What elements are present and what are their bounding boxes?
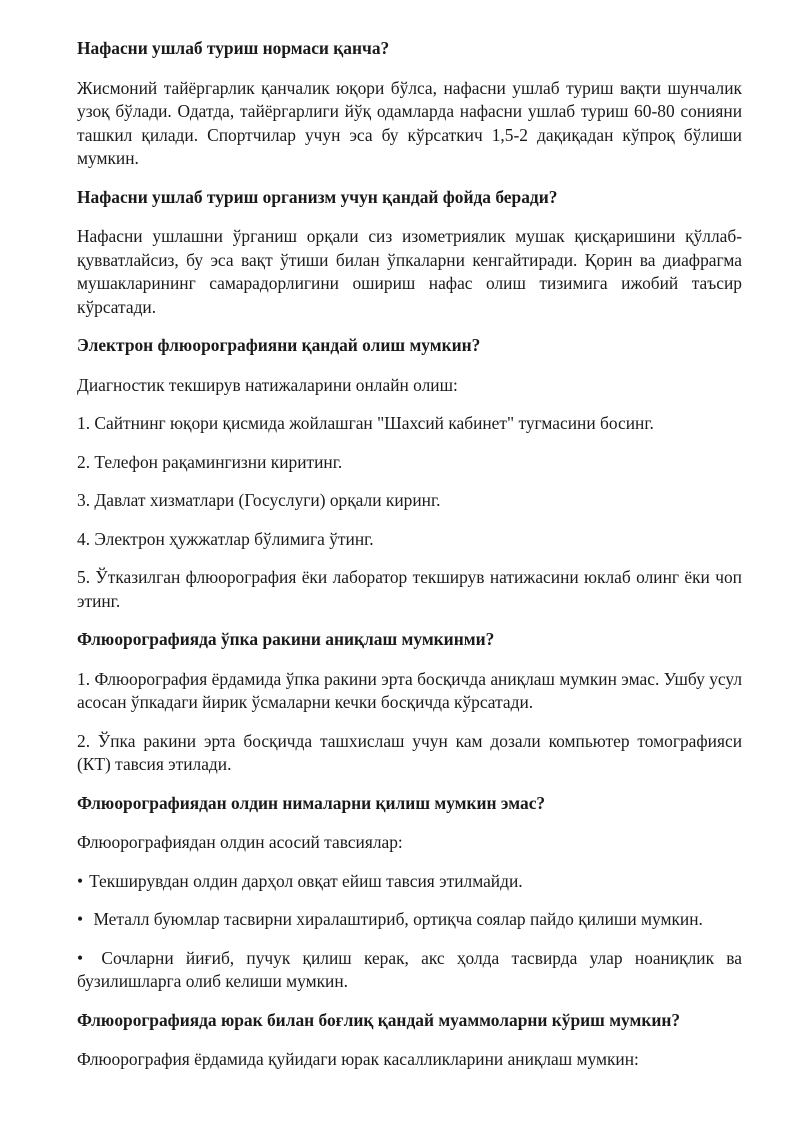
section-lung-cancer-detection — [77, 628, 742, 777]
section-before-fluorography — [77, 792, 742, 994]
list-item: 2. Ўпка ракини эрта босқичда ташхислаш учун кам дозали компьютер томографияси (КТ) тавсия этилади. — [77, 730, 742, 774]
list-item: 2. Телефон рақамингизни киритинг. — [77, 451, 343, 472]
section-electronic-fluorography — [77, 334, 742, 613]
bullet-item — [77, 908, 742, 932]
list-item: 1. Сайтнинг юқори қисмида жойлашган "Шахсий кабинет" тугмасини босинг. — [77, 413, 654, 433]
section-breath-hold-benefits — [77, 186, 742, 320]
bullet-text: Сочларни йиғиб, пучук қилиш керак, акс ҳолда тасвирда улар ноаниқлик ва бузилишларга олиб келиши мумкин. — [77, 947, 743, 991]
bullet-item — [77, 947, 742, 994]
bullet-text: Текширувдан олдин дарҳол овқат ейиш тавсия этилмайди. — [89, 870, 523, 891]
bullet-icon: • — [77, 909, 84, 929]
bullet-item — [77, 870, 742, 894]
paragraph: Флюорография ёрдамида қуйидаги юрак касалликларини аниқлаш мумкин: — [77, 1049, 639, 1069]
list-item: 3. Давлат хизматлари (Госуслуги) орқали киринг. — [77, 490, 441, 510]
section-heading: Флюорографияда юрак билан боғлиқ қандай муаммоларни кўриш мумкин? — [77, 1009, 681, 1030]
paragraph: Жисмоний тайёргарлик қанчалик юқори бўлса, нафасни ушлаб туриш вақти шунчалик узоқ бўлади. Одатда, тайёргарлиги йўқ одамларда нафасни ушлаб туриш 60-80 сонияни ташкил қилади. Спортчилар учун эса бу кўрсаткич 1,5-2 дақиқадан кўпроқ бўлиши мумкин. — [77, 77, 742, 168]
section-heading: Флюорографиядан олдин нималарни қилиш мумкин эмас? — [77, 792, 546, 813]
bullet-text: Металл буюмлар тасвирни хиралаштириб, ортиқча соялар пайдо қилиши мумкин. — [93, 909, 703, 929]
bullet-icon: • — [77, 947, 84, 968]
section-heading: Электрон флюорографияни қандай олиш мумкин? — [77, 335, 481, 355]
paragraph: Флюорографиядан олдин асосий тавсиялар: — [77, 832, 403, 852]
section-heading: Нафасни ушлаб туриш нормаси қанча? — [77, 38, 390, 58]
list-item: 4. Электрон ҳужжатлар бўлимига ўтинг. — [77, 528, 374, 549]
section-heading: Нафасни ушлаб туриш организм учун қандай фойда беради? — [77, 186, 558, 207]
section-heart-problems — [77, 1009, 742, 1072]
list-item: 1. Флюорография ёрдамида ўпка ракини эрта босқичда аниқлаш мумкин эмас. Ушбу усул асосан ўпкадаги йирик ўсмаларни кечки босқичда кўрсатади. — [77, 668, 742, 712]
bullet-icon: • — [77, 870, 84, 891]
paragraph: Нафасни ушлашни ўрганиш орқали сиз изометриялик мушак қисқаришини қўллаб-қувватлайсиз, бу эса вақт ўтиши билан ўпкаларни кенгайтиради. Қорин ва диафрагма мушакларининг самарадорлигини ошириш нафас олиш тизимига ижобий таъсир кўрсатади. — [77, 226, 742, 317]
list-item: 5. Ўтказилган флюорография ёки лаборатор текширув натижасини юклаб олинг ёки чоп этинг. — [77, 567, 742, 611]
paragraph: Диагностик текширув натижаларини онлайн олиш: — [77, 374, 458, 395]
section-breath-hold-norm — [77, 37, 742, 171]
section-heading: Флюорографияда ўпка ракини аниқлаш мумкинми? — [77, 629, 495, 649]
